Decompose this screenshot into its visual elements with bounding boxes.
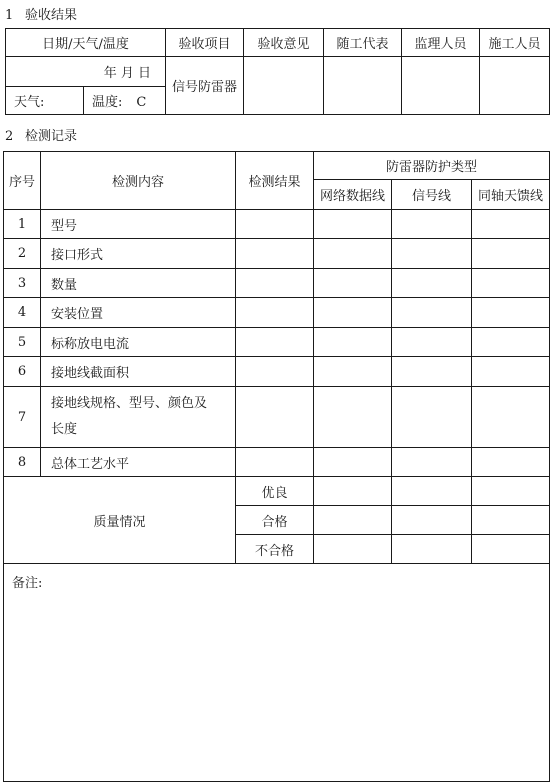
header-date-weather-temp: 日期/天气/温度: [6, 29, 166, 57]
coax-cell[interactable]: [472, 298, 550, 328]
row-seq: 2: [4, 239, 41, 269]
signal-cell[interactable]: [392, 477, 472, 506]
row-content-line-2: 长度: [51, 422, 78, 437]
signal-cell[interactable]: [392, 269, 472, 298]
quality-label: 质量情况: [4, 477, 236, 564]
network-cell[interactable]: [314, 535, 392, 564]
row-seq: 6: [4, 357, 41, 387]
table-row: [4, 357, 550, 387]
network-cell[interactable]: [314, 357, 392, 387]
acceptance-opinion-cell[interactable]: [244, 57, 324, 115]
construction-staff-cell[interactable]: [480, 57, 550, 115]
table-row: [4, 448, 550, 477]
header-construction-staff: 施工人员: [480, 29, 550, 57]
coax-cell[interactable]: [472, 328, 550, 357]
section-2-label: 检测记录: [25, 129, 78, 144]
date-cell[interactable]: 年 月 日: [6, 57, 166, 87]
section-2-number: 2: [5, 129, 14, 144]
signal-cell[interactable]: [392, 210, 472, 239]
signal-cell[interactable]: [392, 535, 472, 564]
quality-row: [4, 477, 550, 506]
result-cell[interactable]: [236, 298, 314, 328]
network-cell[interactable]: [314, 328, 392, 357]
header-result: 检测结果: [236, 152, 314, 210]
signal-cell[interactable]: [392, 328, 472, 357]
acceptance-result-table: [5, 28, 550, 115]
row-seq: 8: [4, 448, 41, 477]
remark-row: [4, 564, 550, 782]
temperature-label: 温度:: [92, 95, 123, 110]
signal-cell[interactable]: [392, 357, 472, 387]
network-cell[interactable]: [314, 448, 392, 477]
row-content: 标称放电电流: [41, 328, 236, 357]
network-cell[interactable]: [314, 239, 392, 269]
table-row: [4, 239, 550, 269]
table-row: [4, 269, 550, 298]
signal-cell[interactable]: [392, 298, 472, 328]
signal-cell[interactable]: [392, 506, 472, 535]
site-representative-cell[interactable]: [324, 57, 402, 115]
remark-cell[interactable]: [4, 564, 550, 782]
coax-cell[interactable]: [472, 506, 550, 535]
header-content: 检测内容: [41, 152, 236, 210]
supervisor-cell[interactable]: [402, 57, 480, 115]
result-cell[interactable]: [236, 210, 314, 239]
network-cell[interactable]: [314, 506, 392, 535]
signal-cell[interactable]: [392, 387, 472, 448]
remark-label: 备注:: [12, 576, 43, 591]
section-1-number: 1: [5, 8, 14, 23]
row-content-line-1: 接地线规格、型号、颜色及: [51, 396, 208, 411]
signal-cell[interactable]: [392, 239, 472, 269]
row-seq: 5: [4, 328, 41, 357]
quality-level-pass: 合格: [236, 506, 314, 535]
quality-level-excellent: 优良: [236, 477, 314, 506]
section-1-title: [5, 4, 77, 23]
coax-cell[interactable]: [472, 269, 550, 298]
header-type-network: 网络数据线: [314, 180, 392, 210]
coax-cell[interactable]: [472, 239, 550, 269]
network-cell[interactable]: [314, 387, 392, 448]
header-type-signal: 信号线: [392, 180, 472, 210]
acceptance-item-value: 信号防雷器: [166, 57, 244, 115]
result-cell[interactable]: [236, 448, 314, 477]
row-seq: 4: [4, 298, 41, 328]
quality-level-fail: 不合格: [236, 535, 314, 564]
header-supervisor: 监理人员: [402, 29, 480, 57]
header-protection-type: 防雷器防护类型: [314, 152, 550, 180]
row-seq: 7: [4, 387, 41, 448]
section-2-title: [5, 125, 77, 144]
signal-cell[interactable]: [392, 448, 472, 477]
header-acceptance-item: 验收项目: [166, 29, 244, 57]
weather-label: 天气:: [14, 95, 45, 110]
result-cell[interactable]: [236, 357, 314, 387]
inspection-record-table: [3, 151, 550, 782]
table-row: [4, 298, 550, 328]
row-content: 安装位置: [41, 298, 236, 328]
result-cell[interactable]: [236, 269, 314, 298]
row-content: 接口形式: [41, 239, 236, 269]
weather-cell[interactable]: [6, 87, 84, 115]
network-cell[interactable]: [314, 477, 392, 506]
row-seq: 1: [4, 210, 41, 239]
header-seq: 序号: [4, 152, 41, 210]
coax-cell[interactable]: [472, 387, 550, 448]
network-cell[interactable]: [314, 269, 392, 298]
result-cell[interactable]: [236, 239, 314, 269]
coax-cell[interactable]: [472, 477, 550, 506]
table-row: [4, 328, 550, 357]
coax-cell[interactable]: [472, 210, 550, 239]
table-row: [4, 210, 550, 239]
network-cell[interactable]: [314, 210, 392, 239]
coax-cell[interactable]: [472, 535, 550, 564]
row-content: 数量: [41, 269, 236, 298]
row-content: 型号: [41, 210, 236, 239]
result-cell[interactable]: [236, 328, 314, 357]
coax-cell[interactable]: [472, 357, 550, 387]
temperature-cell[interactable]: [84, 87, 166, 115]
header-site-representative: 随工代表: [324, 29, 402, 57]
table-row: [4, 387, 550, 448]
row-content: [41, 387, 236, 448]
row-seq: 3: [4, 269, 41, 298]
network-cell[interactable]: [314, 298, 392, 328]
temperature-unit: C: [136, 95, 147, 110]
header-acceptance-opinion: 验收意见: [244, 29, 324, 57]
result-cell[interactable]: [236, 387, 314, 448]
header-type-coax: 同轴天馈线: [472, 180, 550, 210]
row-content: 总体工艺水平: [41, 448, 236, 477]
section-1-label: 验收结果: [25, 8, 78, 23]
row-content: 接地线截面积: [41, 357, 236, 387]
coax-cell[interactable]: [472, 448, 550, 477]
